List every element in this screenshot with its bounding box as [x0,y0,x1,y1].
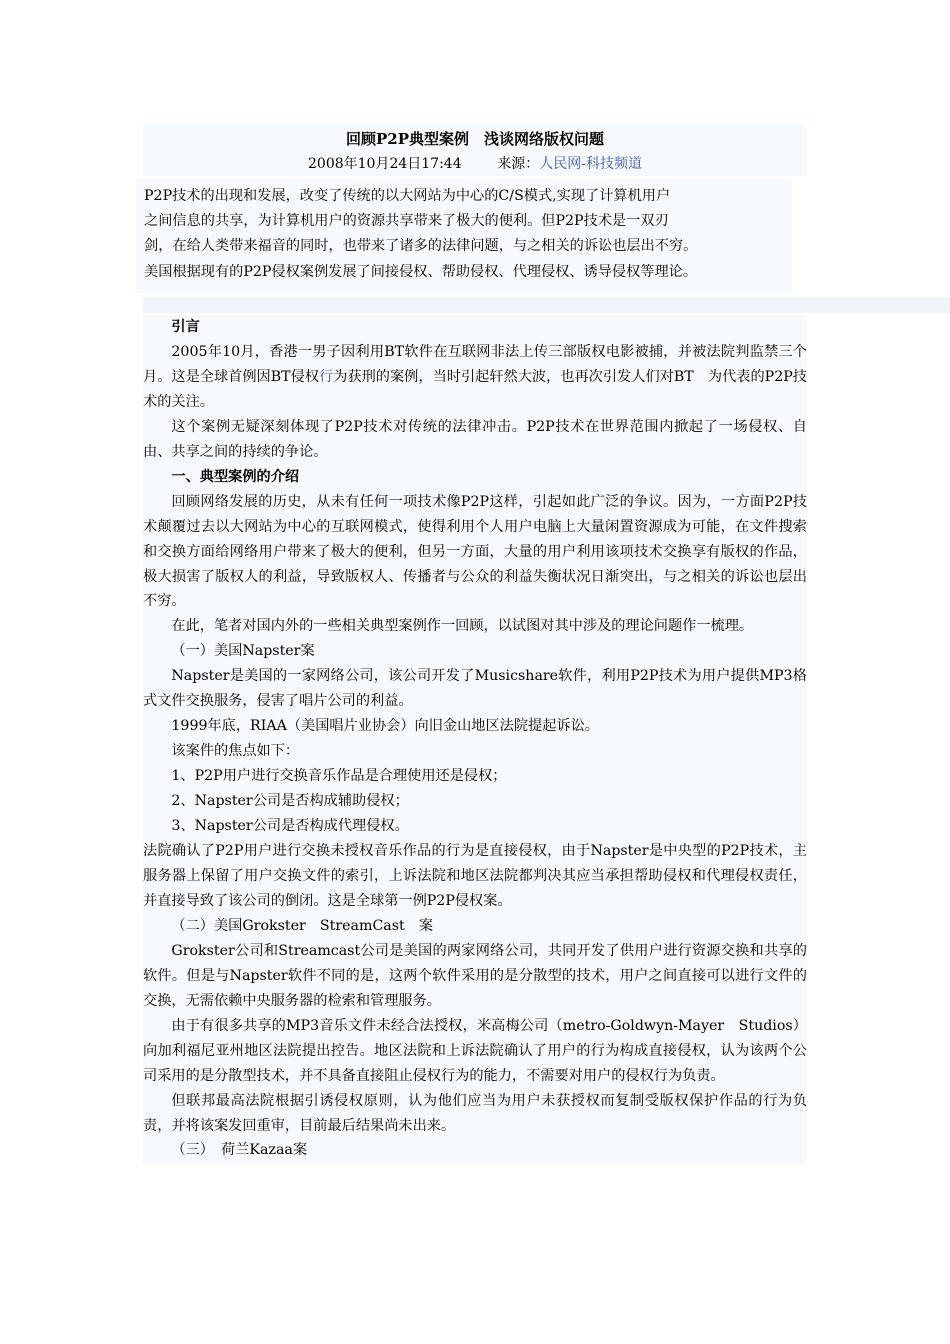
source-label: 来源： [497,156,540,172]
paragraph: 法院确认了P2P用户进行交换未授权音乐作品的行为是直接侵权，由于Napster是中央型的P2P技术，主服务器上保留了用户交换文件的索引，上诉法院和地区法院都判决其应当承担帮助侵权和代理侵权责任，并直接导致了该公司的倒闭。这是全球第一例P2P侵权案。 [143,843,807,909]
inline-link[interactable]: 行 [319,368,334,385]
divider-bar [143,297,950,313]
article-abstract [136,178,792,293]
article-datetime: 2008年10月24日17:44 [308,156,462,172]
case-heading: （三） 荷兰Kazaa案 [171,1142,308,1159]
paragraph: 回顾网络发展的历史，从未有任何一项技术像P2P这样，引起如此广泛的争议。因为，一方面P2P技术颠覆过去以大网站为中心的互联网模式，使得利用个人用户电脑上大量闲置资源成为可能，在文件搜索和交换方面给网络用户带来了极大的便利，但另一方面，大量的用户利用该项技术交换享有版权的作品，极大损害了版权人的利益，导致版权人、传播者与公众的利益失衡状况日渐突出，与之相关的诉讼也层出不穷。 [143,493,807,610]
abstract-line: 之间信息的共享，为计算机用户的资源共享带来了极大的便利。但P2P技术是一双刃 [144,213,669,230]
list-item: 2、Napster公司是否构成辅助侵权； [171,793,409,810]
article-title: 回顾P2P典型案例 浅谈网络版权问题 [346,130,604,148]
abstract-line: 美国根据现有的P2P侵权案例发展了间接侵权、帮助侵权、代理侵权、诱导侵权等理论。 [144,263,698,280]
article-meta [143,152,807,176]
abstract-line: 剑，在给人类带来福音的同时，也带来了诸多的法律问题，与之相关的诉讼也层出不穷。 [144,238,698,255]
paragraph-text: 2005年10月，香港一男子因利用BT软件在互联网非法上传三部版权电影被捕，并被法院判监禁三个月。这是全球首例因BT侵权 [143,343,807,385]
paragraph [143,340,807,415]
paragraph: 该案件的焦点如下： [171,743,300,760]
case-heading: （二）美国Grokster StreamCast 案 [171,917,434,934]
article-header [143,124,807,176]
paragraph: 在此，笔者对国内外的一些相关典型案例作一回顾，以试图对其中涉及的理论问题作一梳理。 [171,618,754,635]
list-item: 3、Napster公司是否构成代理侵权。 [171,818,409,835]
section-heading: 一、典型案例的介绍 [171,468,300,485]
abstract-line: P2P技术的出现和发展，改变了传统的以大网站为中心的C/S模式,实现了计算机用户 [144,188,671,204]
paragraph: 这个案例无疑深刻体现了P2P技术对传统的法律冲击。P2P技术在世界范围内掀起了一场侵权、自由、共享之间的持续的争论。 [143,418,807,460]
paragraph-text: 为获刑的案例，当时引起轩然大波，也再次引发人们对BT 为代表的P2P技术的关注。 [143,368,807,410]
paragraph: Grokster公司和Streamcast公司是美国的两家网络公司，共同开发了供用户进行资源交换和共享的软件。但是与Napster软件不同的是，这两个软件采用的是分散型的技术，用户之间直接可以进行文件的交换，无需依赖中央服务器的检索和管理服务。 [143,942,807,1009]
paragraph: Napster是美国的一家网络公司，该公司开发了Musicshare软件，利用P2P技术为用户提供MP3格式文件交换服务，侵害了唱片公司的利益。 [143,668,807,710]
intro-heading: 引言 [171,319,200,335]
source-link[interactable]: 人民网-科技频道 [539,156,642,172]
article-body [143,315,807,1165]
case-heading: （一）美国Napster案 [171,643,315,660]
list-item: 1、P2P用户进行交换音乐作品是合理使用还是侵权； [171,768,507,785]
paragraph: 但联邦最高法院根据引诱侵权原则，认为他们应当为用户未获授权而复制受版权保护作品的行为负责，并将该案发回重审，目前最后结果尚未出来。 [143,1092,807,1134]
paragraph: 1999年底，RIAA（美国唱片业协会）向旧金山地区法院提起诉讼。 [171,718,599,735]
paragraph: 由于有很多共享的MP3音乐文件未经合法授权，米高梅公司（metro-Goldwyn-Mayer Studios）向加利福尼亚州地区法院提出控告。地区法院和上诉法院确认了用户的行为构成直接侵权，认为该两个公司采用的是分散型技术，并不具备直接阻止侵权行为的能力，不需要对用户的侵权行为负责。 [143,1017,807,1084]
